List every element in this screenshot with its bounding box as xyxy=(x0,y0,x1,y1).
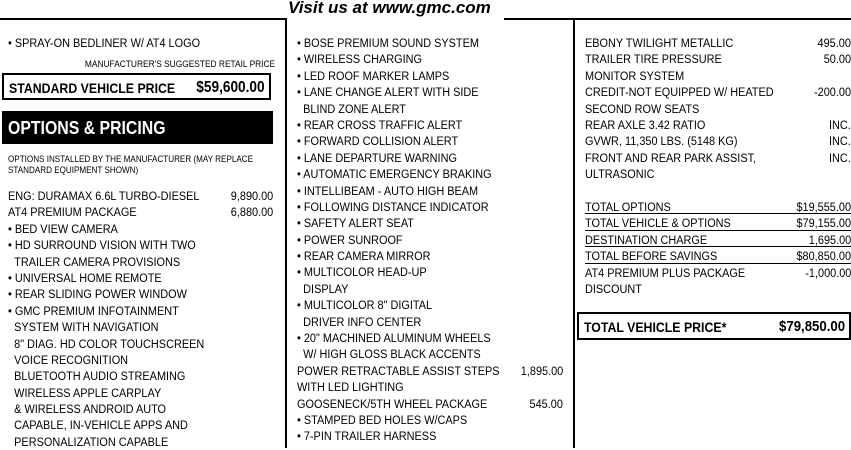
line-item-label: GOOSENECK/5TH WHEEL PACKAGE xyxy=(297,396,488,411)
line-item-label: • MULTICOLOR HEAD-UP xyxy=(297,265,427,280)
total-row xyxy=(585,265,851,281)
total-underline xyxy=(585,246,851,247)
line-item xyxy=(297,297,563,313)
line-item-label: PERSONALIZATION CAPABLE xyxy=(14,434,169,449)
line-item xyxy=(297,314,563,330)
line-item xyxy=(297,84,563,100)
line-item xyxy=(8,237,273,253)
list-item: • SPRAY-ON BEDLINER W/ AT4 LOGO xyxy=(8,36,201,50)
line-item xyxy=(8,204,273,220)
line-item xyxy=(8,368,273,384)
website-banner: Visit us at www.gmc.com xyxy=(288,0,491,17)
line-item-label: TOTAL VEHICLE & OPTIONS xyxy=(585,216,731,231)
column-3-options xyxy=(585,35,851,183)
line-item-label: • SAFETY ALERT SEAT xyxy=(297,216,414,231)
total-price-label: TOTAL VEHICLE PRICE* xyxy=(584,319,727,335)
line-item xyxy=(297,117,563,133)
line-item-label: POWER RETRACTABLE ASSIST STEPS xyxy=(297,363,500,378)
msrp-note: MANUFACTURER'S SUGGESTED RETAIL PRICE xyxy=(84,59,275,70)
line-item-label: • FORWARD COLLISION ALERT xyxy=(297,134,459,149)
line-item xyxy=(297,150,563,166)
line-item-label: • LED ROOF MARKER LAMPS xyxy=(297,68,450,83)
line-item-amount: $19,555.00 xyxy=(796,200,851,214)
line-item-label: SYSTEM WITH NAVIGATION xyxy=(14,320,159,335)
total-underline xyxy=(585,230,851,231)
options-note: OPTIONS INSTALLED BY THE MANUFACTURER (MAY REPLACE STANDARD EQUIPMENT SHOWN) xyxy=(8,154,254,175)
line-item-label: GVWR, 11,350 LBS. (5148 KG) xyxy=(585,134,738,149)
line-item-label: & WIRELESS ANDROID AUTO xyxy=(14,402,167,417)
line-item-label: TRAILER TIRE PRESSURE xyxy=(585,52,722,67)
line-item-label: DRIVER INFO CENTER xyxy=(303,314,422,329)
line-item xyxy=(297,281,563,297)
line-item-label: REAR AXLE 3.42 RATIO xyxy=(585,117,706,132)
line-item-amount: -200.00 xyxy=(814,85,851,100)
line-item-label: AT4 PREMIUM PACKAGE xyxy=(8,205,137,220)
line-item-label: • AUTOMATIC EMERGENCY BRAKING xyxy=(297,167,492,182)
top-rule-right xyxy=(504,18,851,20)
line-item xyxy=(585,101,851,117)
line-item xyxy=(8,417,273,433)
line-item xyxy=(8,303,273,319)
line-item xyxy=(297,428,563,444)
line-item xyxy=(297,133,563,149)
line-item xyxy=(8,188,273,204)
line-item-amount: 6,880.00 xyxy=(230,205,273,220)
line-item-label: • REAR CAMERA MIRROR xyxy=(297,249,431,264)
line-item xyxy=(297,346,563,362)
line-item xyxy=(8,286,273,302)
line-item-label: CREDIT-NOT EQUIPPED W/ HEATED xyxy=(585,85,774,100)
line-item-label: • REAR SLIDING POWER WINDOW xyxy=(8,287,187,302)
line-item-label: • WIRELESS CHARGING xyxy=(297,52,423,67)
total-row xyxy=(585,215,851,231)
line-item xyxy=(8,319,273,335)
line-item xyxy=(297,68,563,84)
line-item xyxy=(8,352,273,368)
line-item xyxy=(297,264,563,280)
line-item-label: ULTRASONIC xyxy=(585,167,655,182)
line-item-label: • UNIVERSAL HOME REMOTE xyxy=(8,270,162,285)
line-item xyxy=(585,133,851,149)
line-item xyxy=(297,199,563,215)
column-1-options xyxy=(8,188,273,450)
line-item xyxy=(297,363,563,379)
line-item xyxy=(297,330,563,346)
line-item xyxy=(8,385,273,401)
standard-price-label: STANDARD VEHICLE PRICE xyxy=(9,80,176,96)
line-item-label: DISPLAY xyxy=(303,281,349,296)
total-price-value: $79,850.00 xyxy=(778,318,845,335)
top-rule-left xyxy=(0,18,286,20)
line-item-amount: $79,155.00 xyxy=(796,216,851,231)
totals-section xyxy=(585,199,851,297)
line-item xyxy=(8,254,273,270)
line-item-amount: 9,890.00 xyxy=(230,189,273,203)
line-item-amount: $80,850.00 xyxy=(796,249,851,264)
line-item-label: DISCOUNT xyxy=(585,281,642,296)
line-item-label: • LANE DEPARTURE WARNING xyxy=(297,150,457,165)
line-item xyxy=(585,84,851,100)
line-item-label: • LANE CHANGE ALERT WITH SIDE xyxy=(297,85,479,100)
line-item-amount: INC. xyxy=(829,150,851,165)
column-divider-1 xyxy=(285,18,287,448)
standard-price-value: $59,600.00 xyxy=(196,79,265,96)
line-item xyxy=(297,166,563,182)
line-item-label: SECOND ROW SEATS xyxy=(585,101,700,116)
line-item-label: TOTAL BEFORE SAVINGS xyxy=(585,249,718,264)
line-item xyxy=(585,35,851,51)
line-item xyxy=(8,336,273,352)
line-item xyxy=(297,101,563,117)
total-row xyxy=(585,248,851,264)
line-item-amount: 545.00 xyxy=(529,396,563,411)
line-item-label: • BOSE PREMIUM SOUND SYSTEM xyxy=(297,36,479,50)
total-underline xyxy=(585,263,851,264)
line-item xyxy=(585,117,851,133)
options-pricing-heading: OPTIONS & PRICING xyxy=(2,111,273,144)
line-item-label: VOICE RECOGNITION xyxy=(14,352,129,367)
line-item-label: W/ HIGH GLOSS BLACK ACCENTS xyxy=(303,347,481,362)
line-item xyxy=(585,51,851,67)
line-item xyxy=(585,166,851,182)
line-item-label: • 20" MACHINED ALUMINUM WHEELS xyxy=(297,331,491,346)
line-item-label: • STAMPED BED HOLES W/CAPS xyxy=(297,412,468,427)
line-item-amount: 1,895.00 xyxy=(520,363,563,378)
line-item-label: • 7-PIN TRAILER HARNESS xyxy=(297,429,437,444)
line-item xyxy=(297,248,563,264)
column-divider-2 xyxy=(573,18,575,448)
line-item-label: FRONT AND REAR PARK ASSIST, xyxy=(585,150,757,165)
line-item xyxy=(297,379,563,395)
line-item-amount: 495.00 xyxy=(817,36,851,50)
line-item-label: WITH LED LIGHTING xyxy=(297,380,404,395)
total-underline xyxy=(585,213,851,214)
line-item-label: WIRELESS APPLE CARPLAY xyxy=(14,385,162,400)
line-item-label: EBONY TWILIGHT METALLIC xyxy=(585,36,734,50)
line-item xyxy=(8,221,273,237)
line-item xyxy=(297,215,563,231)
line-item-amount: INC. xyxy=(829,134,851,149)
line-item-label: • FOLLOWING DISTANCE INDICATOR xyxy=(297,199,489,214)
total-row xyxy=(585,232,851,248)
line-item xyxy=(297,412,563,428)
line-item xyxy=(297,183,563,199)
line-item-label: TOTAL OPTIONS xyxy=(585,200,671,214)
line-item xyxy=(8,270,273,286)
line-item xyxy=(585,68,851,84)
page-header xyxy=(0,0,851,18)
total-vehicle-price-box xyxy=(577,312,851,340)
line-item xyxy=(297,51,563,67)
line-item-amount: 1,695.00 xyxy=(808,232,851,247)
standard-vehicle-price-box xyxy=(2,73,271,100)
line-item xyxy=(585,150,851,166)
line-item-label: BLIND ZONE ALERT xyxy=(303,101,406,116)
total-row xyxy=(585,281,851,297)
line-item-amount: INC. xyxy=(829,117,851,132)
line-item-label: TRAILER CAMERA PROVISIONS xyxy=(14,254,181,269)
column-1-top xyxy=(8,35,273,51)
line-item-amount: 50.00 xyxy=(823,52,851,67)
line-item xyxy=(297,232,563,248)
line-item-label: DESTINATION CHARGE xyxy=(585,232,708,247)
line-item xyxy=(8,401,273,417)
column-2-options xyxy=(297,35,563,445)
line-item-label: • POWER SUNROOF xyxy=(297,232,403,247)
line-item-label: • GMC PREMIUM INFOTAINMENT xyxy=(8,303,179,318)
line-item-label: BLUETOOTH AUDIO STREAMING xyxy=(14,369,186,384)
line-item-label: ENG: DURAMAX 6.6L TURBO-DIESEL xyxy=(8,189,200,203)
line-item-label: MONITOR SYSTEM xyxy=(585,68,685,83)
line-item-label: CAPABLE, IN-VEHICLE APPS AND xyxy=(14,418,188,433)
line-item-label: • HD SURROUND VISION WITH TWO xyxy=(8,238,196,253)
line-item-label: • MULTICOLOR 8" DIGITAL xyxy=(297,298,433,313)
line-item-amount: -1,000.00 xyxy=(804,265,851,280)
line-item-label: • REAR CROSS TRAFFIC ALERT xyxy=(297,117,463,132)
total-row xyxy=(585,199,851,215)
line-item-label: • INTELLIBEAM - AUTO HIGH BEAM xyxy=(297,183,479,198)
line-item xyxy=(297,396,563,412)
line-item-label: 8" DIAG. HD COLOR TOUCHSCREEN xyxy=(14,336,205,351)
line-item-label: AT4 PREMIUM PLUS PACKAGE xyxy=(585,265,746,280)
line-item-label: • BED VIEW CAMERA xyxy=(8,221,118,236)
line-item xyxy=(297,35,563,51)
